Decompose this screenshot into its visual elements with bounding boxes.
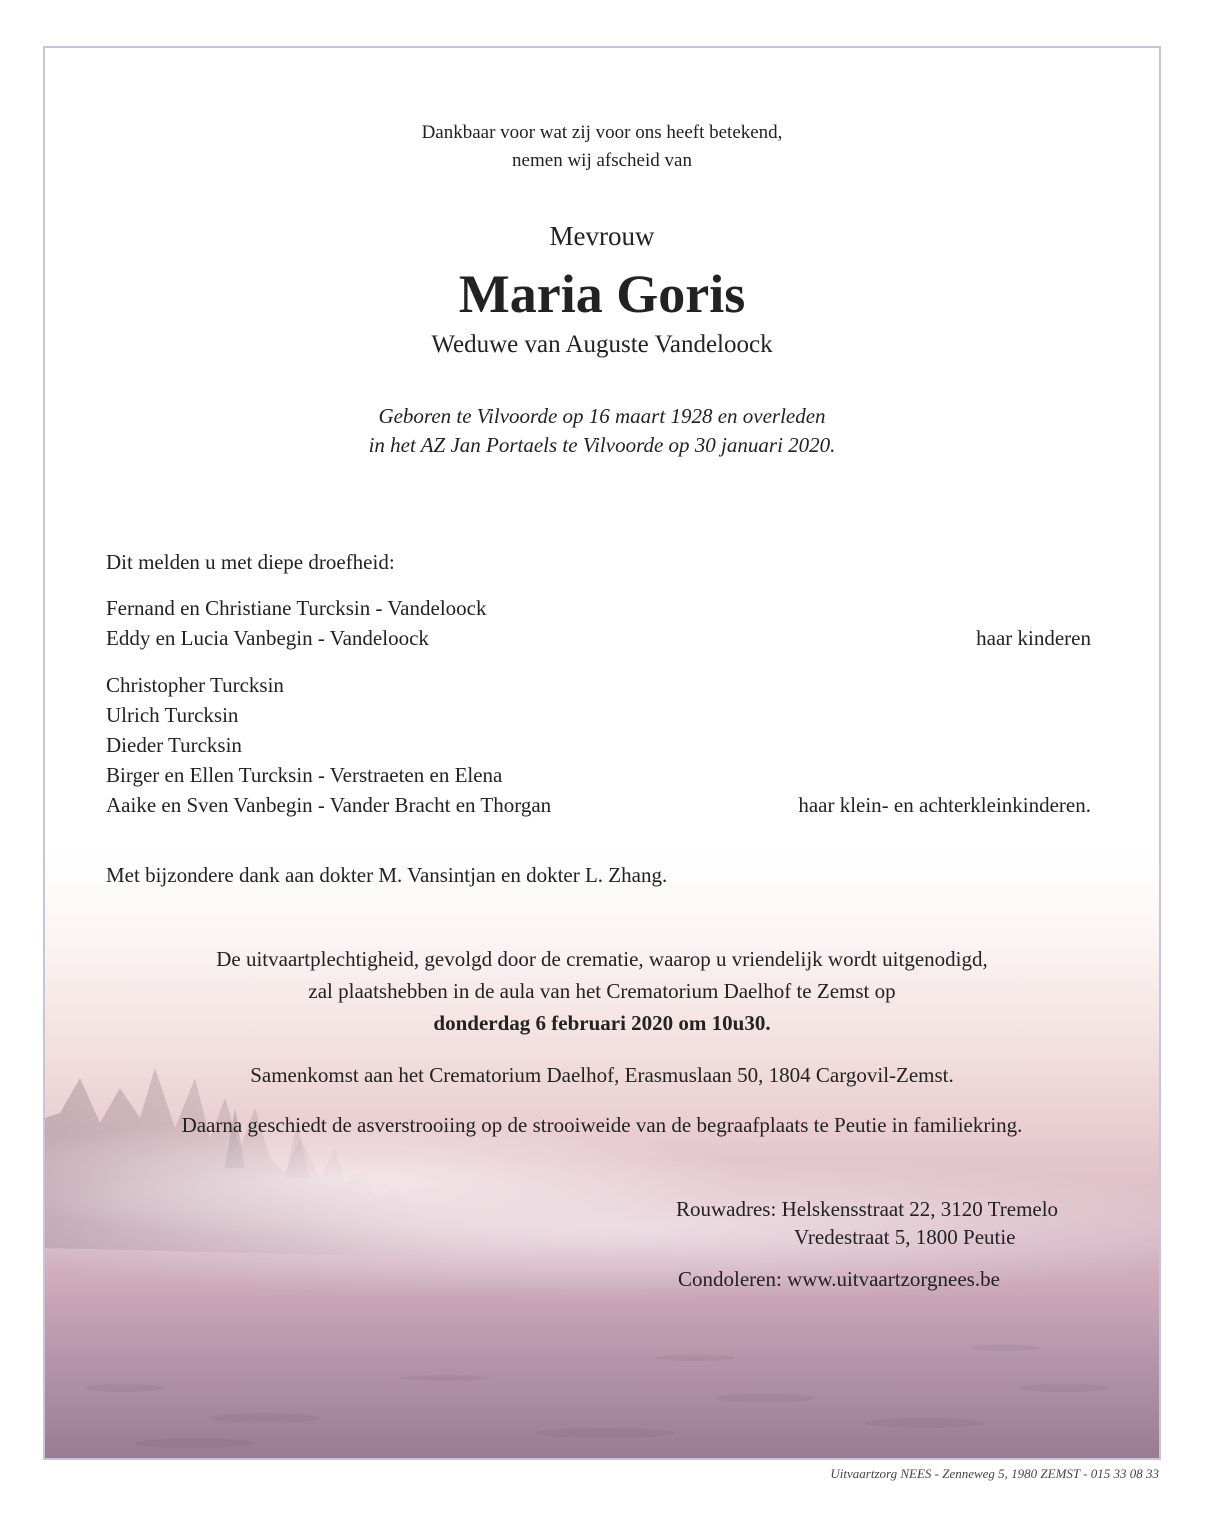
mourning-address-row [676,1194,1058,1224]
announcement: Dit melden u met diepe droefheid: [106,550,395,574]
grandchild-name: Aaike en Sven Vanbegin - Vander Bracht en Thorgan [106,793,552,817]
intro-line-1: Dankbaar voor wat zij voor ons heeft betekend, [421,122,783,143]
children-row [106,623,1091,653]
ceremony-line-2: zal plaatshebben in de aula van het Crematorium Daelhof te Zemst op [308,979,896,1003]
mourning-label: Rouwadres: [676,1197,777,1221]
condolence-row [678,1264,1000,1294]
condolence-label: Condoleren: [678,1267,782,1291]
grandchild-name: Christopher Turcksin [106,673,284,697]
condolence-url[interactable]: www.uitvaartzorgnees.be [787,1267,1000,1291]
birth-death-line-2: in het AZ Jan Portaels te Vilvoorde op 30 januari 2020. [368,433,836,457]
ceremony-line-1: De uitvaartplechtigheid, gevolgd door de crematie, waarop u vriendelijk wordt uitgenodigd, [216,947,988,971]
grandchildren-row [106,790,1091,820]
mourning-address-1: Helskensstraat 22, 3120 Tremelo [781,1197,1059,1221]
mourning-address-2: Vredestraat 5, 1800 Peutie [794,1225,1016,1249]
child-name: Fernand en Christiane Turcksin - Vandeloock [106,596,487,620]
relation-line: Weduwe van Auguste Vandeloock [431,331,773,358]
ceremony-date: donderdag 6 februari 2020 om 10u30. [433,1011,771,1035]
child-name: Eddy en Lucia Vanbegin - Vandeloock [106,626,429,650]
salutation: Mevrouw [549,221,655,251]
scattering-line: Daarna geschiedt de asverstrooiing op de strooiweide van de begraafplaats te Peutie in familiekring. [181,1113,1023,1137]
gathering-line: Samenkomst aan het Crematorium Daelhof, Erasmuslaan 50, 1804 Cargovil-Zemst. [250,1063,954,1087]
intro-line-2: nemen wij afscheid van [512,150,692,171]
children-label: haar kinderen [976,626,1091,650]
birth-death-line-1: Geboren te Vilvoorde op 16 maart 1928 en overleden [378,404,826,428]
obituary-card [43,46,1161,1460]
grandchildren-label: haar klein- en achterkleinkinderen. [798,793,1091,817]
grandchild-name: Ulrich Turcksin [106,703,239,727]
grandchild-name: Birger en Ellen Turcksin - Verstraeten en Elena [106,763,503,787]
deceased-name: Maria Goris [458,264,746,324]
thanks-line: Met bijzondere dank aan dokter M. Vansintjan en dokter L. Zhang. [106,863,668,887]
funeral-home-footer: Uitvaartzorg NEES - Zenneweg 5, 1980 ZEMST - 015 33 08 33 [830,1466,1159,1481]
grandchild-name: Dieder Turcksin [106,733,242,757]
